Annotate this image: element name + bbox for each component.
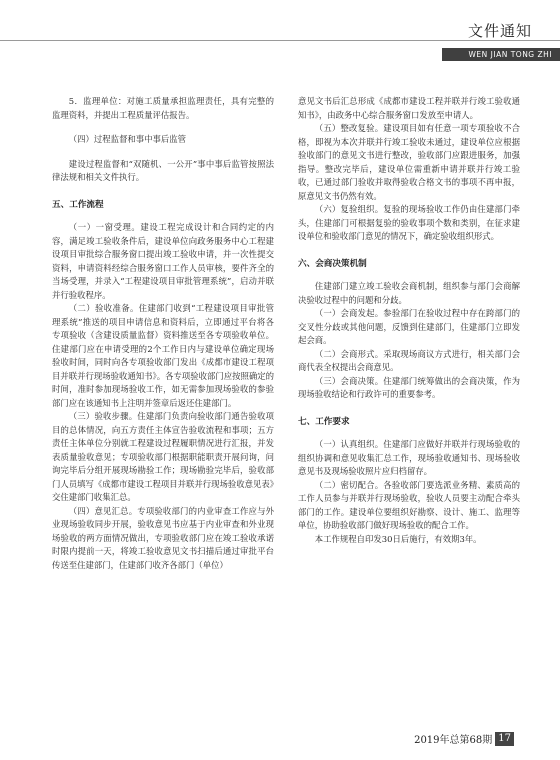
page-number: 17 (495, 732, 514, 746)
left-column (52, 95, 274, 572)
paragraph: （五）整改复验。建设项目如有任意一项专项验收不合格，即视为本次并联并行竣工验收未通过，建设单位应根据验收部门的意见文书进行整改，验收部门应跟进服务，加强指导。整改完毕后，建设单位需重新申请并联并行竣工验收，已通过部门验收并取得验收合格文书的事项不再申报，原意见文书仍然有效。 (298, 123, 520, 201)
paragraph: （二）会商形式。采取现场商议方式进行，相关部门会商代表全权提出会商意见。 (298, 348, 520, 372)
page-footer (414, 731, 514, 746)
section-subtitle: WEN JIAN TONG ZHI (468, 50, 552, 59)
paragraph: （二）验收准备。住建部门收到“工程建设项目审批管理系统”推送的项目申请信息和资料后，立即通过平台将各专项验收（含建设质量监督）资料推送至各专项验收单位。住建部门应在申请受理的2个工作日内与建设单位确定现场验收时间，同时向各专项验收部门发出《成都市建设工程项目并联并行现场验收通知书》。各专项验收部门应按照确定的时间，准时参加现场验收工作，如无需参加现场验收的参验部门应在该通知书上注明并签章后返还住建部门。 (52, 303, 274, 408)
section-heading: 六、会商决策机制 (298, 258, 367, 269)
paragraph: 建设过程监督和“双随机、一公开”事中事后监管按照法律法规和相关文件执行。 (52, 158, 274, 182)
section-title: 文件通知 (467, 22, 532, 40)
paragraph: 本工作规程自印发30日后施行，有效期3年。 (314, 533, 482, 544)
right-column (298, 95, 520, 546)
subsection-heading: （四）过程监督和事中事后监管 (68, 134, 187, 144)
section-heading: 七、工作要求 (298, 416, 350, 427)
paragraph: （三）会商决策。住建部门统筹做出的会商决策，作为现场验收结论和行政许可的重要参考。 (298, 375, 520, 399)
paragraph: （二）密切配合。各验收部门要选派业务精、素质高的工作人员参与并联并行现场验收，验收人员要主动配合牵头部门的工作。建设单位要组织好勘察、设计、施工、监理等单位，协助验收部门做好现场验收的配合工作。 (298, 479, 520, 530)
paragraph: （四）意见汇总。专项验收部门的内业审查工作应与外业现场验收同步开展，验收意见书应基于内业审查和外业现场验收的两方面情况做出，专项验收部门应在竣工验收承诺时限内提前一天，将竣工验收意见文书扫描后通过审批平台传送至住建部门，住建部门收齐各部门（单位） (52, 505, 274, 570)
paragraph: 意见文书后汇总形成《成都市建设工程并联并行竣工验收通知书》，由政务中心综合服务窗口发放至申请人。 (298, 96, 520, 120)
paragraph: （一）会商发起。参验部门在验收过程中存在跨部门的交叉性分歧或其他问题，反馈到住建部门，住建部门立即发起会商。 (298, 308, 520, 345)
header-divider (0, 40, 560, 41)
paragraph: 住建部门建立竣工验收会商机制，组织参与部门会商解决验收过程中的问题和分歧。 (298, 281, 520, 305)
section-heading: 五、工作流程 (52, 199, 104, 210)
paragraph: （三）验收步骤。住建部门负责向验收部门通告验收项目的总体情况，向五方责任主体宣告验收流程和事项；五方责任主体单位分别就工程建设过程履职情况进行汇报，并发表质量验收意见；专项验收部门根据职能职责开展问询，问询完毕后分组开展现场勘验工作；现场勘验完毕后，验收部门人员填写《成都市建设工程项目并联并行现场验收意见表》交住建部门收集汇总。 (52, 411, 274, 502)
issue-label: 2019年总第68期 (414, 735, 493, 746)
paragraph: 5．监理单位：对施工质量承担监理责任，具有完整的监理资料，并提出工程质量评估报告。 (52, 96, 274, 120)
paragraph: （一）认真组织。住建部门应做好并联并行现场验收的组织协调和意见收集汇总工作，现场验收通知书、现场验收意见书及现场验收照片应归档留存。 (298, 439, 520, 476)
paragraph: （一）一窗受理。建设工程完成设计和合同约定的内容，满足竣工验收条件后，建设单位向政务服务中心工程建设项目审批综合服务窗口提出竣工验收申请，并一次性提交资料，申请资料经综合服务窗口工作人员审核，要件齐全的当场受理，并录入“工程建设项目审批管理系统”，启动并联并行验收程序。 (52, 222, 274, 300)
paragraph: （六）复验组织。复验的现场验收工作仍由住建部门牵头，住建部门可根据复验的验收事项个数和类别，在征求建设单位和验收部门意见的情况下，确定验收组织形式。 (298, 204, 520, 241)
